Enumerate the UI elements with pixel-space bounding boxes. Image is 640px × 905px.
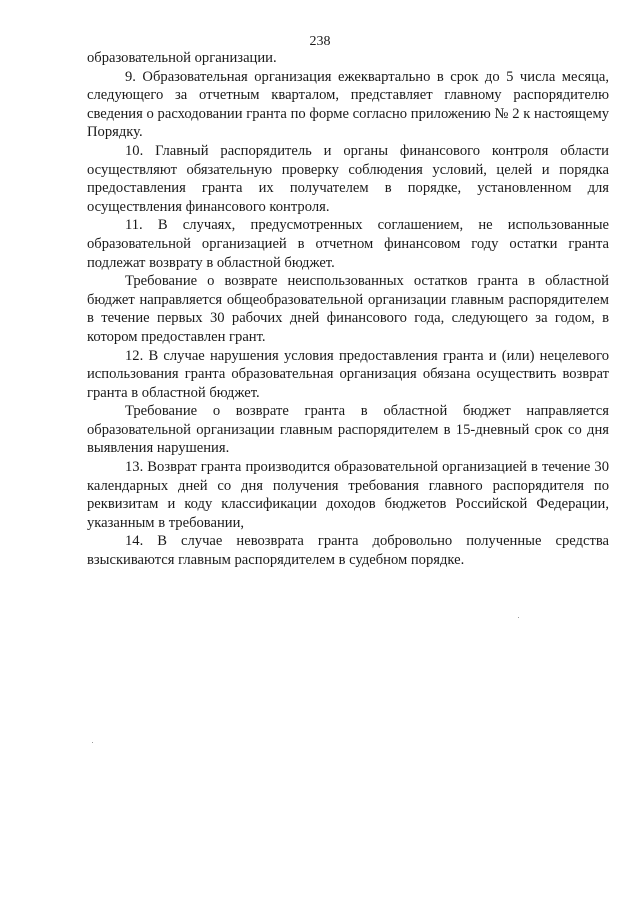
page-number: 238 [309,34,331,49]
scan-speck [518,617,519,618]
paragraph-item-11: 11. В случаях, предусмотренных соглашением, не использованные образовательной организацией в отчетном финансовом году остатки гранта подлежат возврату в областной бюджет. [87,217,609,271]
paragraph-item-13: 13. Возврат гранта производится образовательной организацией в течение 30 календарных дней со дня получения требования главного распорядителя по реквизитам и коду классификации доходов бюджетов Российской Федерации, указанным в требовании, [87,459,609,531]
paragraph-item-12: 12. В случае нарушения условия предоставления гранта и (или) нецелевого использования гранта образовательная организация обязана осуществить возврат гранта в областной бюджет. [87,347,609,401]
paragraph-item-14: 14. В случае невозврата гранта добровольно полученные средства взыскиваются главным распорядителем в судебном порядке. [87,533,609,569]
paragraph-item-9: 9. Образовательная организация ежеквартально в срок до 5 числа месяца, следующего за отчетным кварталом, представляет главному распорядителю сведения о расходовании гранта по форме согласно приложению № 2 к настоящему Порядку. [87,68,609,141]
paragraph-continuation: образовательной организации. [87,50,277,66]
paragraph-item-12-requirement: Требование о возврате гранта в областной бюджет направляется образовательной организации главным распорядителем в 15-дневный срок со дня выявления нарушения. [87,403,609,457]
document-body [87,49,609,570]
paragraph-item-10: 10. Главный распорядитель и органы финансового контроля области осуществляют обязательную проверку соблюдения условий, целей и порядка предоставления гранта их получателем в порядке, установленном для осуществления финансового контроля. [87,142,609,215]
scan-speck [92,742,93,743]
paragraph-item-11-requirement: Требование о возврате неиспользованных остатков гранта в областной бюджет направляется общеобразовательной организации главным распорядителем в течение первых 30 рабочих дней финансового года, следующего за годом, в котором предоставлен грант. [87,273,609,345]
